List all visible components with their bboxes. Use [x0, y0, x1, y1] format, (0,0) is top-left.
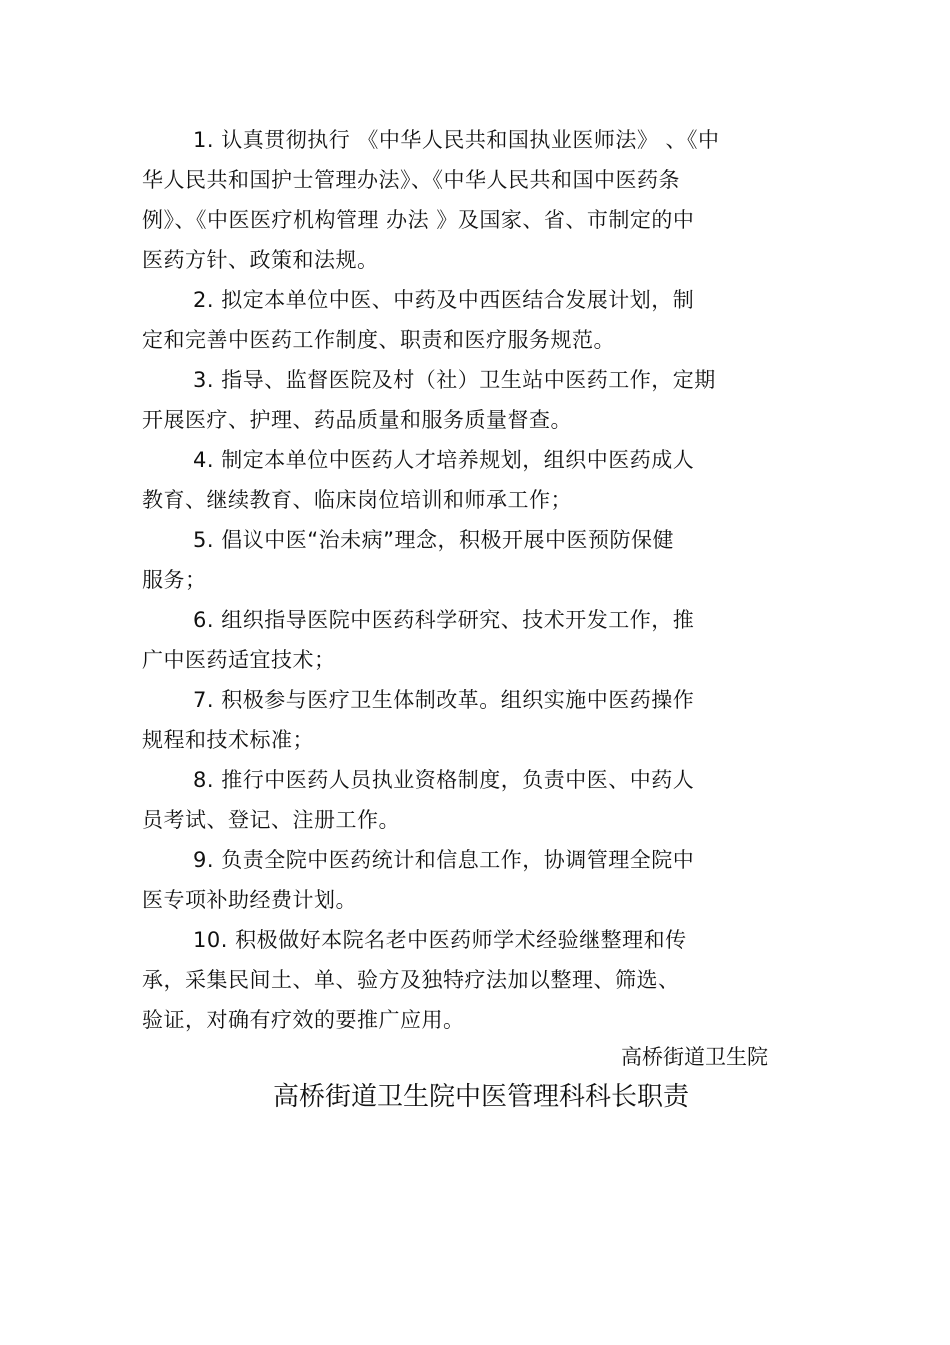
- item-10-line-3: 验证，对确有疗效的要推广应用。: [142, 1008, 465, 1032]
- item-3-line-1: 3. 指导、监督医院及村（社）卫生站中医药工作，定期: [193, 368, 716, 392]
- item-1-line-2: 华人民共和国护士管理办法》、《中华人民共和国中医药条: [142, 168, 680, 192]
- signature: 高桥街道卫生院: [621, 1045, 768, 1069]
- item-10-line-2: 承，采集民间土、单、验方及独特疗法加以整理、筛选、: [142, 968, 680, 992]
- item-7-line-1: 7. 积极参与医疗卫生体制改革。组织实施中医药操作: [193, 688, 695, 712]
- item-4-line-2: 教育、继续教育、临床岗位培训和师承工作；: [142, 488, 572, 512]
- item-8-line-1: 8. 推行中医药人员执业资格制度，负责中医、中药人: [193, 768, 695, 792]
- item-7-line-2: 规程和技术标准；: [142, 728, 314, 752]
- document-title: 高桥街道卫生院中医管理科科长职责: [272, 1082, 689, 1112]
- item-9-line-1: 9. 负责全院中医药统计和信息工作，协调管理全院中: [193, 848, 695, 872]
- item-1-line-1: 1. 认真贯彻执行 《中华人民共和国执业医师法》 、《中: [193, 128, 720, 152]
- item-5-line-1: 5. 倡议中医“治未病”理念，积极开展中医预防保健: [193, 528, 674, 552]
- item-1-line-4: 医药方针、政策和法规。: [142, 248, 379, 272]
- item-3-line-2: 开展医疗、护理、药品质量和服务质量督查。: [142, 408, 572, 432]
- item-1-line-3: 例》、《中医医疗机构管理 办法 》及国家、省、市制定的中: [142, 208, 695, 232]
- item-8-line-2: 员考试、登记、注册工作。: [142, 808, 400, 832]
- item-9-line-2: 医专项补助经费计划。: [142, 888, 357, 912]
- item-10-line-1: 10. 积极做好本院名老中医药师学术经验继整理和传: [193, 928, 687, 952]
- item-5-line-2: 服务；: [142, 568, 207, 592]
- item-2-line-2: 定和完善中医药工作制度、职责和医疗服务规范。: [142, 328, 615, 352]
- item-2-line-1: 2. 拟定本单位中医、中药及中西医结合发展计划，制: [193, 288, 695, 312]
- item-4-line-1: 4. 制定本单位中医药人才培养规划，组织中医药成人: [193, 448, 695, 472]
- item-6-line-1: 6. 组织指导医院中医药科学研究、技术开发工作，推: [193, 608, 695, 632]
- item-6-line-2: 广中医药适宜技术；: [142, 648, 336, 672]
